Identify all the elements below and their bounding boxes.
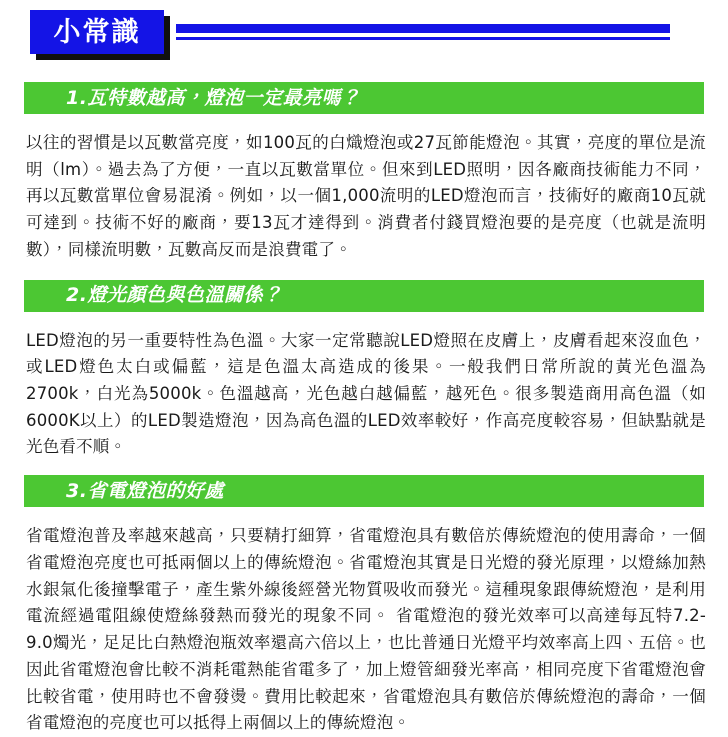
section-title-3: 3.省電燈泡的好處 — [66, 479, 224, 502]
section-body-2: LED燈泡的另一重要特性為色溫。大家一定常聽說LED燈照在皮膚上，皮膚看起來沒血色，或LED燈色太白或偏藍，這是色溫太高造成的後果。一般我們日常所說的黃光色溫為2700k，白光為5000k。色溫越高，光色越白越偏藍，越死色。很多製造商用高色溫（如6000K以上）的LED製造燈泡，因為高色溫的LED效率較好，作高亮度較容易，但缺點就是光色看不順。 — [26, 330, 706, 457]
masthead-rule — [176, 24, 670, 40]
section-body-1: 以往的習慣是以瓦數當亮度，如100瓦的白熾燈泡或27瓦節能燈泡。其實，亮度的單位是流明（lm）。過去為了方便，一直以瓦數當單位。但來到LED照明，因各廠商技術能力不同，再以瓦數當單位會易混淆。例如，以一個1,000流明的LED燈泡而言，技術好的廠商10瓦就可達到。技術不好的廠商，要13瓦才達得到。消費者付錢買燈泡要的是亮度（也就是流明數），同樣流明數，瓦數高反而是浪費電了。 — [26, 133, 706, 259]
section-energy-saving-benefits — [0, 475, 728, 737]
section-header-bar-1 — [24, 82, 704, 114]
section-body-3: 省電燈泡普及率越來越高，只要精打細算，省電燈泡具有數倍於傳統燈泡的使用壽命，一個省電燈泡亮度也可抵兩個以上的傳統燈泡。省電燈泡其實是日光燈的發光原理，以燈絲加熱水銀氣化後撞擊電子，產生紫外線後經營光物質吸收而發光。這種現象跟傳統燈泡，是利用電流經過電阻線使燈絲發熱而發光的現象不同。 省電燈泡的發光效率可以高達每瓦特7.2-9.0燭光，足足比白熱燈泡瓶效率還高六倍以上，也比普通日光燈平均效率高上四、五倍。也因此省電燈泡會比較不消耗電熱能省電多了，加上燈管細發光率高，相同亮度下省電燈泡會比較省電，使用時也不會發燙。費用比較起來，省電燈泡具有數倍於傳統燈泡的壽命，一個省電燈泡的亮度也可以抵得上兩個以上的傳統燈泡。 — [26, 526, 706, 733]
badge-box — [30, 10, 164, 54]
section-watts-brightness — [0, 82, 728, 264]
section-header-bar-3 — [24, 475, 704, 507]
badge-label: 小常識 — [53, 16, 141, 48]
masthead-badge — [30, 10, 164, 54]
section-header-bar-2 — [24, 280, 704, 312]
masthead — [0, 0, 728, 68]
section-title-2: 2.燈光顏色與色溫關係？ — [66, 284, 283, 307]
section-title-1: 1.瓦特數越高，燈泡一定最亮嗎？ — [66, 86, 361, 109]
section-color-temperature — [0, 280, 728, 462]
rule-thick-line — [176, 24, 670, 33]
rule-thin-line — [176, 37, 670, 40]
